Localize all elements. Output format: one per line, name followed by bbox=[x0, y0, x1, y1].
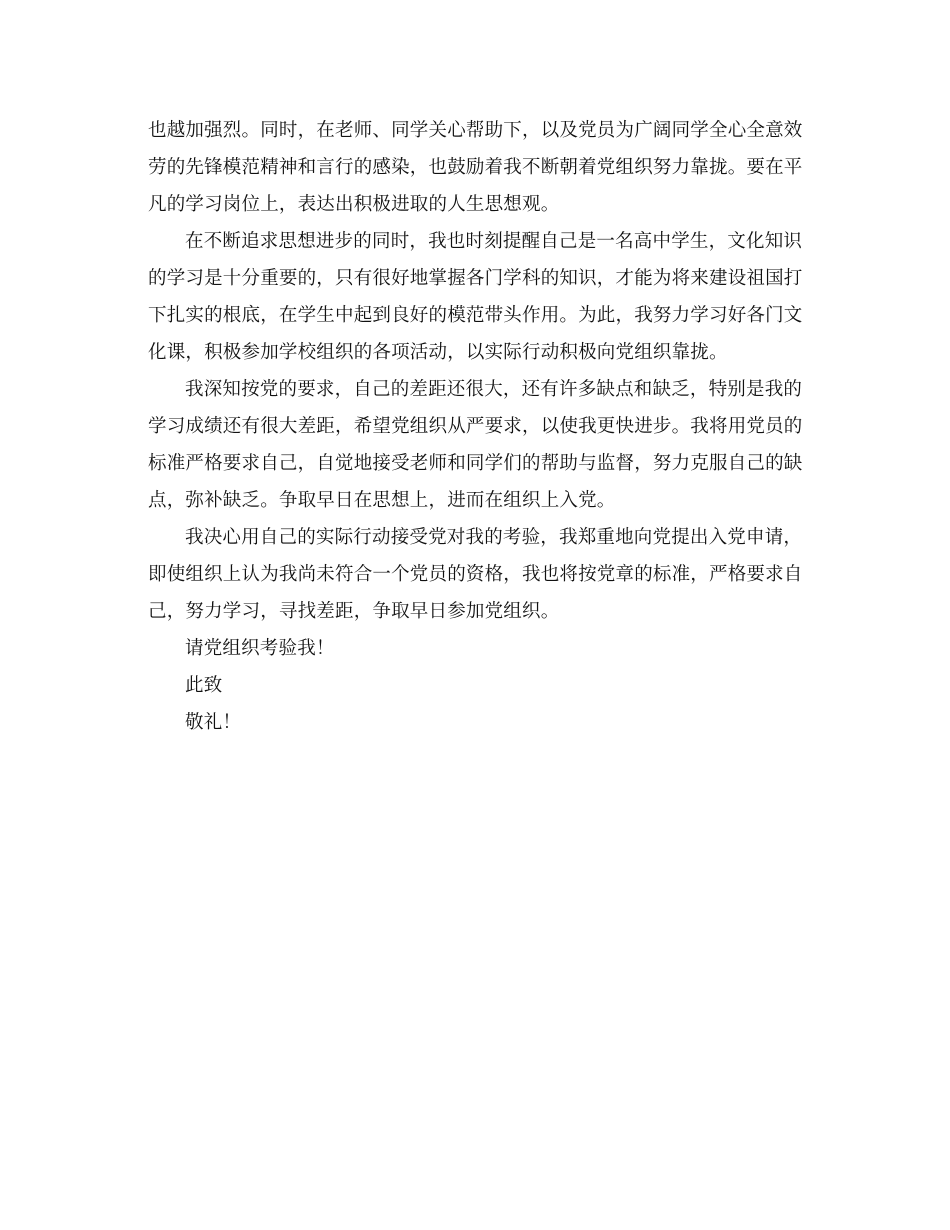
paragraph-line: 标准严格要求自己，自觉地接受老师和同学们的帮助与监督，努力克服自己的缺 bbox=[148, 453, 803, 474]
paragraph-line: 下扎实的根底，在学生中起到良好的模范带头作用。为此，我努力学习好各门文 bbox=[148, 305, 803, 326]
paragraph-2 bbox=[148, 223, 803, 371]
paragraph-line: 学习成绩还有很大差距，希望党组织从严要求，以使我更快进步。我将用党员的 bbox=[148, 416, 803, 437]
paragraph-line: 的学习是十分重要的，只有很好地掌握各门学科的知识，才能为将来建设祖国打 bbox=[148, 268, 803, 289]
paragraph-line: 劳的先锋模范精神和言行的感染，也鼓励着我不断朝着党组织努力靠拢。要在平 bbox=[148, 157, 803, 178]
paragraph-3 bbox=[148, 371, 803, 519]
paragraph-line: 我决心用自己的实际行动接受党对我的考验，我郑重地向党提出入党申请， bbox=[185, 527, 803, 548]
document-body bbox=[148, 112, 803, 741]
paragraph-line: 即使组织上认为我尚未符合一个党员的资格，我也将按党章的标准，严格要求自 bbox=[148, 564, 803, 585]
closing-request: 请党组织考验我！ bbox=[185, 638, 335, 659]
paragraph-1 bbox=[148, 112, 803, 223]
paragraph-line: 凡的学习岗位上，表达出积极进取的人生思想观。 bbox=[148, 194, 560, 215]
paragraph-line: 在不断追求思想进步的同时，我也时刻提醒自己是一名高中学生，文化知识 bbox=[185, 231, 803, 252]
paragraph-line: 我深知按党的要求，自己的差距还很大，还有许多缺点和缺乏，特别是我的 bbox=[185, 379, 803, 400]
paragraph-line: 己，努力学习，寻找差距，争取早日参加党组织。 bbox=[148, 601, 560, 622]
paragraph-line: 化课，积极参加学校组织的各项活动，以实际行动积极向党组织靠拢。 bbox=[148, 342, 728, 363]
paragraph-4 bbox=[148, 519, 803, 630]
closing-regards: 敬礼！ bbox=[185, 712, 242, 733]
closing-salutation: 此致 bbox=[185, 675, 223, 696]
paragraph-line: 点，弥补缺乏。争取早日在思想上，进而在组织上入党。 bbox=[148, 490, 616, 511]
paragraph-line: 也越加强烈。同时，在老师、同学关心帮助下，以及党员为广阔同学全心全意效 bbox=[148, 120, 803, 141]
